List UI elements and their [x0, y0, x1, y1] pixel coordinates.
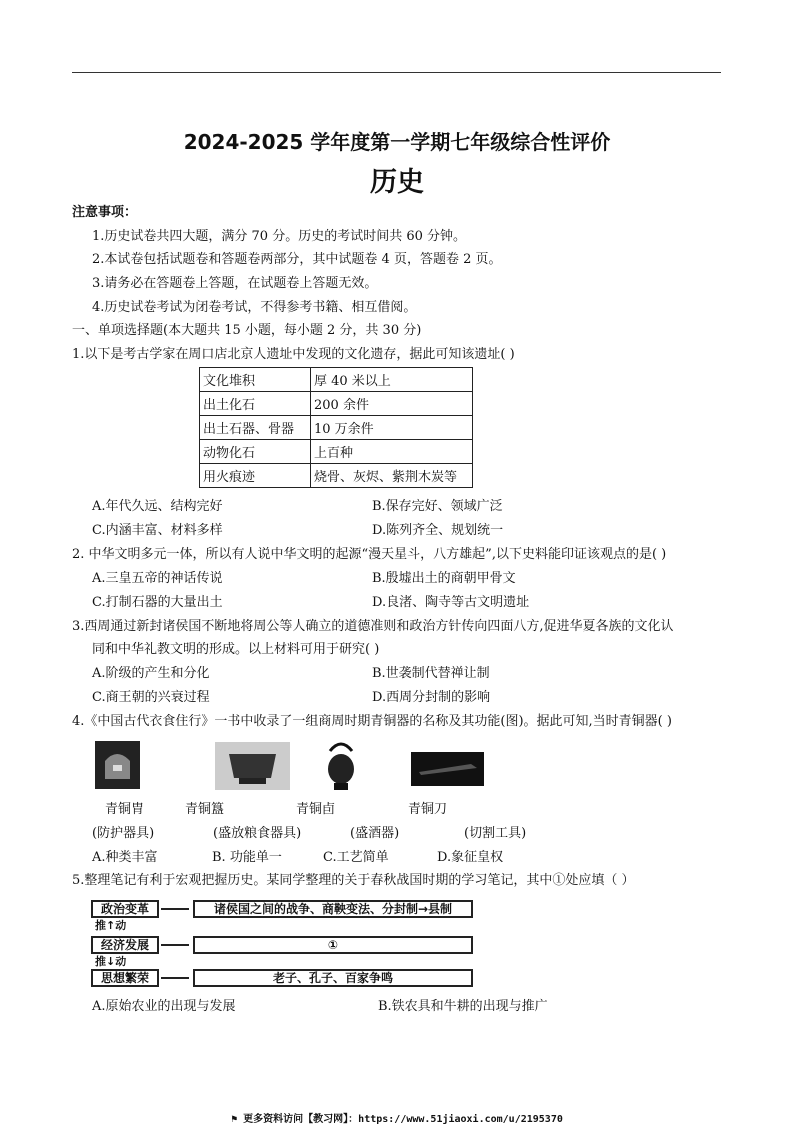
table-cell: 上百种: [311, 440, 473, 464]
q3-option-b: B.世袭制代替禅让制: [372, 666, 490, 681]
table-row: [200, 416, 473, 440]
table-cell: 厚 40 米以上: [311, 368, 473, 392]
q1-option-d: D.陈列齐全、规划统一: [372, 523, 504, 538]
content-blank: ①: [193, 936, 473, 954]
q4-func-you: (盛酒器): [350, 826, 400, 841]
study-notes-diagram: [89, 897, 474, 989]
label-thought: 思想繁荣: [91, 969, 159, 987]
q3-option-c: C.商王朝的兴衰过程: [92, 690, 210, 705]
q3-stem-line2: 同和中华礼教文明的形成。以上材料可用于研究( ): [92, 642, 380, 657]
table-cell: 用火痕迹: [200, 464, 311, 488]
table-row: [200, 392, 473, 416]
q4-name-knife: 青铜刀: [408, 802, 448, 817]
q4-option-a: A.种类丰富: [92, 850, 158, 865]
content-thought: 老子、孔子、百家争鸣: [193, 969, 473, 987]
notice-4: 4.历史试卷考试为闭卷考试，不得参考书籍、相互借阅。: [92, 300, 417, 315]
table-cell: 200 余件: [311, 392, 473, 416]
table-row: [200, 464, 473, 488]
q4-option-c: C.工艺简单: [323, 850, 389, 865]
q1-stem: 1.以下是考古学家在周口店北京人遗址中发现的文化遗存，据此可知该遗址( ): [72, 347, 515, 362]
q4-stem: 4.《中国古代衣食住行》一书中收录了一组商周时期青铜器的名称及其功能(图)。据此可知,当时青铜器( ): [72, 714, 672, 729]
bronze-helmet-image: [95, 741, 140, 789]
q1-option-b: B.保存完好、领域广泛: [372, 499, 503, 514]
table-cell: 10 万余件: [311, 416, 473, 440]
connector-line: [161, 944, 189, 946]
table-cell: 烧骨、灰烬、紫荆木炭等: [311, 464, 473, 488]
q2-option-a: A.三皇五帝的神话传说: [92, 571, 223, 586]
notice-heading: 注意事项：: [72, 205, 138, 220]
q1-option-c: C.内涵丰富、材料多样: [92, 523, 223, 538]
q2-option-b: B.殷墟出土的商朝甲骨文: [372, 571, 516, 586]
push-down: 推↓动: [95, 955, 127, 968]
q3-option-d: D.西周分封制的影响: [372, 690, 491, 705]
q4-option-d: D.象征皇权: [437, 850, 504, 865]
footer-link[interactable]: [0, 1110, 794, 1125]
label-economy: 经济发展: [91, 936, 159, 954]
q4-name-helmet: 青铜胄: [105, 802, 145, 817]
table-cell: 出土化石: [200, 392, 311, 416]
q4-func-knife: (切割工具): [464, 826, 527, 841]
push-up: 推↑动: [95, 919, 127, 932]
q4-func-gui: (盛放粮食器具): [213, 826, 302, 841]
q3-stem-line1: 3.西周通过新封诸侯国不断地将周公等人确立的道德准则和政治方针传向四面八方,促进华夏各族的文化认: [72, 619, 674, 634]
q2-stem: 2. 中华文明多元一体，所以有人说中华文明的起源“漫天星斗，八方雄起”,以下史料能印证该观点的是( ): [72, 547, 667, 562]
footer-text: 更多资料访问【教习网】：https://www.51jiaoxi.com/u/2195370: [243, 1114, 563, 1125]
label-politics: 政治变革: [91, 900, 159, 918]
notice-1: 1.历史试卷共四大题，满分 70 分。历史的考试时间共 60 分钟。: [92, 229, 467, 244]
table-cell: 文化堆积: [200, 368, 311, 392]
notice-3: 3.请务必在答题卷上答题，在试题卷上答题无效。: [92, 276, 378, 291]
header-rule: [72, 72, 721, 73]
q1-option-a: A.年代久远、结构完好: [92, 499, 223, 514]
subject-title: 历史: [370, 167, 424, 198]
q4-option-b: B. 功能单一: [212, 850, 282, 865]
table-row: [200, 440, 473, 464]
table-row: [200, 368, 473, 392]
content-politics: 诸侯国之间的战争、商鞅变法、分封制→县制: [193, 900, 473, 918]
table-cell: 出土石器、骨器: [200, 416, 311, 440]
table-cell: 动物化石: [200, 440, 311, 464]
q5-option-a: A.原始农业的出现与发展: [92, 999, 236, 1014]
q5-stem: 5.整理笔记有利于宏观把握历史。某同学整理的关于春秋战国时期的学习笔记，其中①处应填（ ）: [72, 873, 635, 888]
q5-option-b: B.铁农具和牛耕的出现与推广: [378, 999, 548, 1014]
connector-line: [161, 908, 189, 910]
q2-option-c: C.打制石器的大量出土: [92, 595, 223, 610]
section-heading: 一、单项选择题(本大题共 15 小题，每小题 2 分，共 30 分): [72, 323, 422, 338]
exam-title: 2024-2025 学年度第一学期七年级综合性评价: [183, 130, 611, 154]
q4-func-helmet: (防护器具): [92, 826, 155, 841]
bronze-you-image: [322, 741, 360, 793]
notice-2: 2.本试卷包括试题卷和答题卷两部分，其中试题卷 4 页，答题卷 2 页。: [92, 252, 502, 267]
q3-option-a: A.阶级的产生和分化: [92, 666, 210, 681]
bronze-gui-image: [215, 742, 290, 790]
flag-icon: ⚑: [231, 1114, 244, 1125]
bronze-knife-image: [411, 752, 484, 786]
q2-option-d: D.良渚、陶寺等古文明遗址: [372, 595, 530, 610]
q4-name-gui: 青铜簋: [185, 802, 225, 817]
connector-line: [161, 977, 189, 979]
q4-name-you: 青铜卣: [296, 802, 336, 817]
q1-table: [199, 367, 473, 488]
